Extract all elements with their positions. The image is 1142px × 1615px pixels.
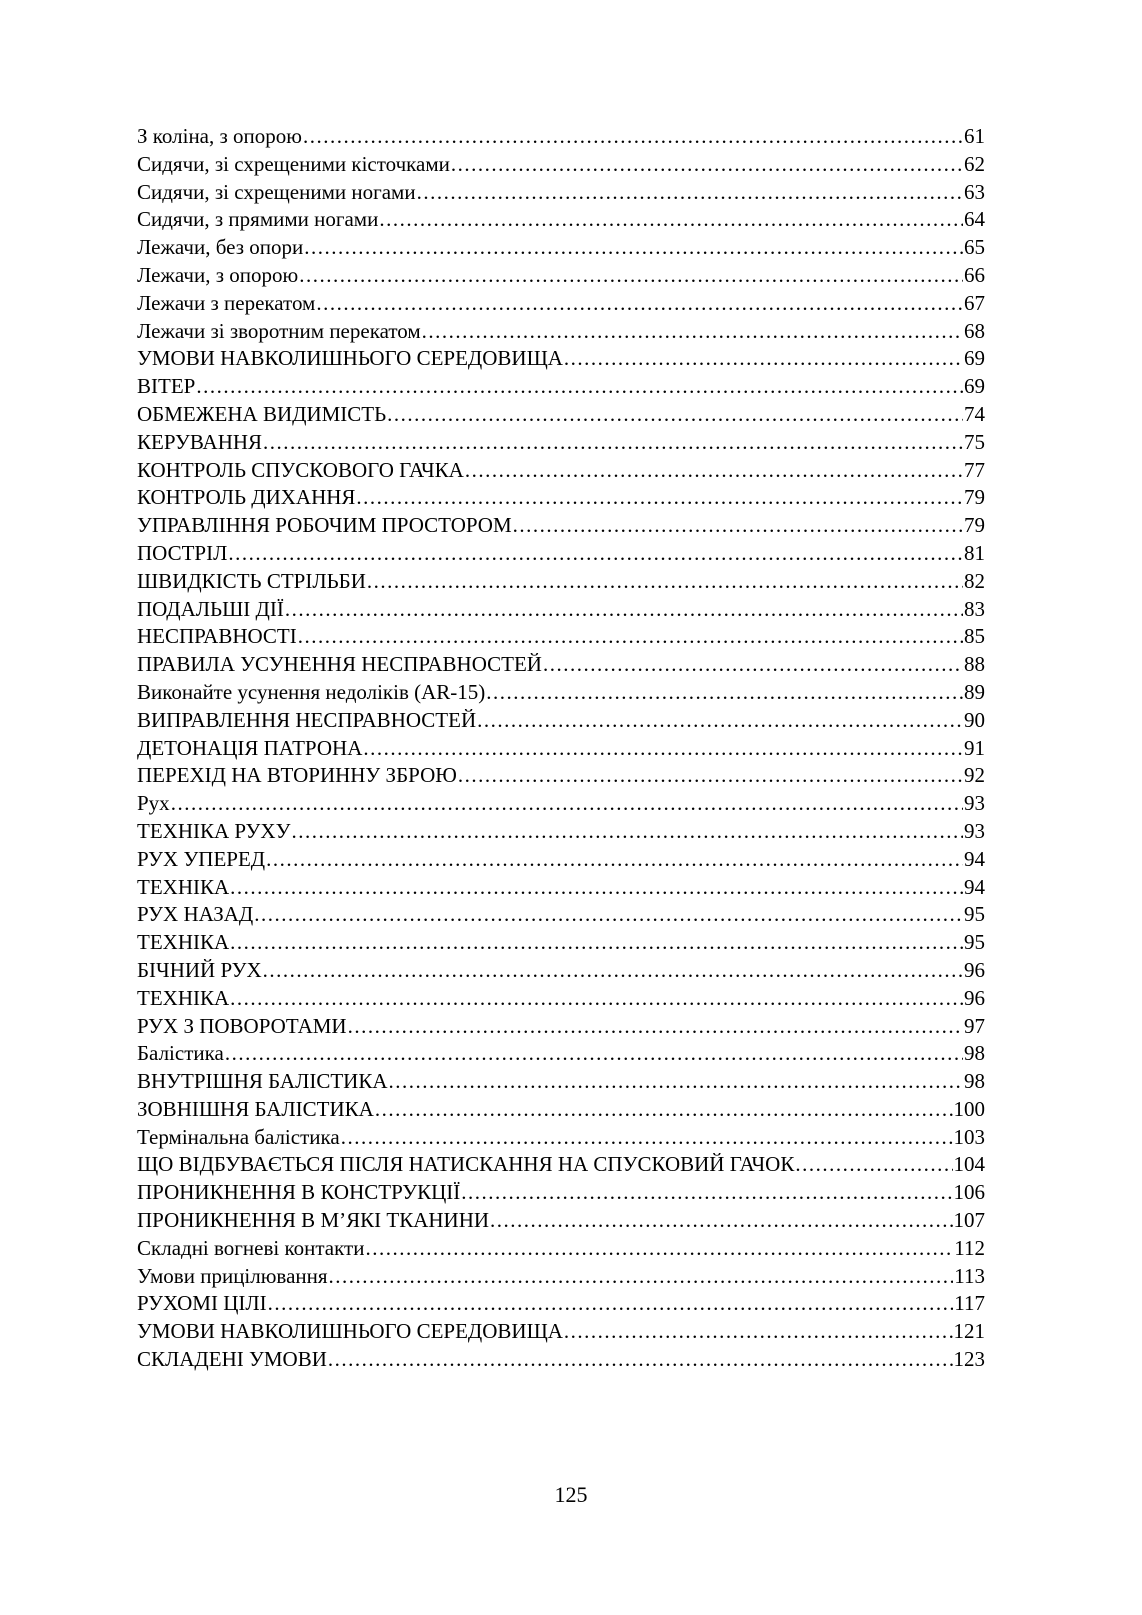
toc-entry-title: Сидячи, зі схрещеними ногами bbox=[137, 179, 416, 204]
toc-entry bbox=[137, 1208, 985, 1236]
toc-entry-title: Виконайте усунення недоліків (AR-15) bbox=[137, 679, 486, 704]
toc-entry-title: Лежачи зі зворотним перекатом bbox=[137, 318, 421, 343]
toc-entry-title: ПЕРЕХІД НА ВТОРИННУ ЗБРОЮ bbox=[137, 763, 457, 788]
dot-leader bbox=[291, 819, 963, 844]
dot-leader bbox=[543, 652, 963, 677]
dot-leader bbox=[795, 1152, 952, 1177]
dot-leader bbox=[303, 124, 963, 149]
toc-entry-title: СКЛАДЕНІ УМОВИ bbox=[137, 1347, 327, 1372]
toc-entry-title: Складні вогневі контакти bbox=[137, 1235, 365, 1260]
toc-entry-title: Рух bbox=[137, 791, 170, 816]
dot-leader bbox=[348, 1014, 963, 1039]
toc-entry-title: Сидячи, зі схрещеними кісточками bbox=[137, 151, 450, 176]
toc-entry bbox=[137, 958, 985, 986]
dot-leader bbox=[263, 958, 963, 983]
dot-leader bbox=[477, 708, 963, 733]
toc-entry-page-number: 113 bbox=[954, 1263, 985, 1288]
toc-entry-page-number: 93 bbox=[964, 791, 985, 816]
dot-leader bbox=[365, 1236, 953, 1261]
toc-entry-title: ТЕХНІКА bbox=[137, 874, 230, 899]
toc-entry-title: З коліна, з опорою bbox=[137, 124, 302, 148]
toc-entry-title: ВИПРАВЛЕННЯ НЕСПРАВНОСТЕЙ bbox=[137, 707, 477, 732]
toc-entry-page-number: 117 bbox=[954, 1291, 985, 1316]
toc-entry-title: КЕРУВАННЯ bbox=[137, 429, 263, 454]
toc-entry-title: КОНТРОЛЬ ДИХАННЯ bbox=[137, 485, 356, 510]
toc-entry bbox=[137, 207, 985, 235]
toc-entry-page-number: 62 bbox=[964, 151, 985, 176]
dot-leader bbox=[387, 402, 963, 427]
toc-entry bbox=[137, 124, 985, 152]
toc-entry-page-number: 77 bbox=[964, 457, 985, 482]
toc-entry-page-number: 88 bbox=[964, 652, 985, 677]
dot-leader bbox=[417, 180, 963, 205]
toc-entry bbox=[137, 1097, 985, 1125]
toc-entry-page-number: 98 bbox=[964, 1041, 985, 1066]
toc-entry-title: РУХ З ПОВОРОТАМИ bbox=[137, 1013, 347, 1038]
toc-entry bbox=[137, 1264, 985, 1292]
toc-entry-title: ПРОНИКНЕННЯ В КОНСТРУКЦІЇ bbox=[137, 1180, 461, 1205]
toc-entry-title: ЗОВНІШНЯ БАЛІСТИКА bbox=[137, 1096, 374, 1121]
dot-leader bbox=[356, 485, 963, 510]
toc-entry bbox=[137, 902, 985, 930]
toc-entry-title: НЕСПРАВНОСТІ bbox=[137, 624, 297, 649]
dot-leader bbox=[285, 597, 963, 622]
toc-entry-page-number: 75 bbox=[964, 429, 985, 454]
dot-leader bbox=[268, 1291, 954, 1316]
toc-entry-page-number: 79 bbox=[964, 485, 985, 510]
toc-entry bbox=[137, 930, 985, 958]
toc-entry bbox=[137, 235, 985, 263]
toc-entry bbox=[137, 1347, 985, 1375]
toc-entry-title: РУХ УПЕРЕД bbox=[137, 846, 266, 871]
toc-entry-page-number: 95 bbox=[964, 902, 985, 927]
toc-entry-title: Термінальна балістика bbox=[137, 1124, 340, 1149]
toc-entry-page-number: 81 bbox=[964, 540, 985, 565]
toc-entry-page-number: 107 bbox=[953, 1208, 985, 1233]
toc-entry-page-number: 96 bbox=[964, 985, 985, 1010]
toc-entry bbox=[137, 1319, 985, 1347]
toc-entry-title: Лежачи, без опори bbox=[137, 235, 304, 260]
table-of-contents bbox=[137, 124, 985, 1375]
toc-entry bbox=[137, 319, 985, 347]
dot-leader bbox=[564, 1319, 953, 1344]
toc-entry-page-number: 74 bbox=[964, 401, 985, 426]
toc-entry bbox=[137, 513, 985, 541]
toc-entry-title: ШВИДКІСТЬ СТРІЛЬБИ bbox=[137, 568, 366, 593]
dot-leader bbox=[363, 736, 963, 761]
dot-leader bbox=[486, 680, 963, 705]
toc-entry-page-number: 66 bbox=[964, 262, 985, 287]
toc-entry-title: ТЕХНІКА РУХУ bbox=[137, 818, 291, 843]
toc-entry bbox=[137, 986, 985, 1014]
dot-leader bbox=[304, 235, 963, 260]
dot-leader bbox=[379, 207, 963, 232]
toc-entry bbox=[137, 180, 985, 208]
toc-entry-title: КОНТРОЛЬ СПУСКОВОГО ГАЧКА bbox=[137, 457, 464, 482]
dot-leader bbox=[316, 291, 963, 316]
toc-entry-title: УПРАВЛІННЯ РОБОЧИМ ПРОСТОРОМ bbox=[137, 513, 512, 538]
toc-entry-title: РУХ НАЗАД bbox=[137, 902, 254, 927]
toc-entry-page-number: 61 bbox=[964, 124, 985, 148]
toc-entry bbox=[137, 374, 985, 402]
toc-entry bbox=[137, 346, 985, 374]
toc-entry bbox=[137, 541, 985, 569]
toc-entry-page-number: 94 bbox=[964, 846, 985, 871]
toc-entry-title: Умови прицілювання bbox=[137, 1263, 328, 1288]
toc-entry bbox=[137, 402, 985, 430]
toc-entry bbox=[137, 1291, 985, 1319]
toc-entry bbox=[137, 485, 985, 513]
toc-entry bbox=[137, 736, 985, 764]
toc-entry-page-number: 68 bbox=[964, 318, 985, 343]
toc-entry bbox=[137, 652, 985, 680]
toc-entry bbox=[137, 152, 985, 180]
toc-entry bbox=[137, 763, 985, 791]
dot-leader bbox=[422, 319, 963, 344]
toc-entry-title: ОБМЕЖЕНА ВИДИМІСТЬ bbox=[137, 401, 387, 426]
toc-entry-title: РУХОМІ ЦІЛІ bbox=[137, 1291, 267, 1316]
toc-entry bbox=[137, 1152, 985, 1180]
dot-leader bbox=[451, 152, 963, 177]
toc-entry-title: Балістика bbox=[137, 1041, 224, 1066]
dot-leader bbox=[564, 346, 963, 371]
toc-entry bbox=[137, 624, 985, 652]
dot-leader bbox=[196, 374, 963, 399]
dot-leader bbox=[171, 791, 963, 816]
toc-entry bbox=[137, 1014, 985, 1042]
dot-leader bbox=[263, 430, 963, 455]
dot-leader bbox=[299, 263, 963, 288]
toc-entry bbox=[137, 1041, 985, 1069]
toc-entry-page-number: 91 bbox=[964, 735, 985, 760]
toc-entry-page-number: 112 bbox=[954, 1235, 985, 1260]
toc-entry-page-number: 67 bbox=[964, 290, 985, 315]
toc-entry-page-number: 82 bbox=[964, 568, 985, 593]
toc-entry bbox=[137, 819, 985, 847]
toc-entry bbox=[137, 1180, 985, 1208]
toc-entry-page-number: 93 bbox=[964, 818, 985, 843]
toc-entry-title: ДЕТОНАЦІЯ ПАТРОНА bbox=[137, 735, 363, 760]
toc-entry bbox=[137, 680, 985, 708]
dot-leader bbox=[328, 1347, 953, 1372]
toc-entry-page-number: 90 bbox=[964, 707, 985, 732]
toc-entry-page-number: 96 bbox=[964, 957, 985, 982]
toc-entry bbox=[137, 1069, 985, 1097]
toc-entry-page-number: 89 bbox=[964, 679, 985, 704]
dot-leader bbox=[461, 1180, 952, 1205]
toc-entry-page-number: 94 bbox=[964, 874, 985, 899]
toc-entry-page-number: 100 bbox=[953, 1096, 985, 1121]
toc-entry bbox=[137, 875, 985, 903]
toc-entry-title: ЩО ВІДБУВАЄТЬСЯ ПІСЛЯ НАТИСКАННЯ НА СПУСКОВИЙ ГАЧОК bbox=[137, 1152, 795, 1177]
dot-leader bbox=[329, 1264, 954, 1289]
page-number: 125 bbox=[554, 1482, 588, 1507]
dot-leader bbox=[465, 458, 963, 483]
dot-leader bbox=[230, 875, 963, 900]
dot-leader bbox=[298, 624, 963, 649]
toc-entry bbox=[137, 1125, 985, 1153]
toc-entry-title: ПОСТРІЛ bbox=[137, 540, 228, 565]
toc-entry-page-number: 98 bbox=[964, 1069, 985, 1094]
toc-entry-title: Сидячи, з прямими ногами bbox=[137, 207, 379, 232]
dot-leader bbox=[254, 902, 963, 927]
toc-entry bbox=[137, 263, 985, 291]
toc-entry-page-number: 83 bbox=[964, 596, 985, 621]
toc-entry-page-number: 79 bbox=[964, 513, 985, 538]
dot-leader bbox=[341, 1125, 953, 1150]
toc-entry-title: УМОВИ НАВКОЛИШНЬОГО СЕРЕДОВИЩА bbox=[137, 1319, 563, 1344]
dot-leader bbox=[225, 1041, 963, 1066]
dot-leader bbox=[266, 847, 963, 872]
toc-entry bbox=[137, 291, 985, 319]
toc-entry-page-number: 106 bbox=[953, 1180, 985, 1205]
toc-entry-page-number: 69 bbox=[964, 374, 985, 399]
toc-entry bbox=[137, 708, 985, 736]
toc-entry-title: ТЕХНІКА bbox=[137, 930, 230, 955]
toc-entry-title: Лежачи, з опорою bbox=[137, 262, 299, 287]
toc-entry bbox=[137, 847, 985, 875]
toc-entry-title: ВІТЕР bbox=[137, 374, 196, 399]
toc-entry-page-number: 85 bbox=[964, 624, 985, 649]
toc-entry-page-number: 97 bbox=[964, 1013, 985, 1038]
dot-leader bbox=[230, 930, 963, 955]
toc-entry-title: ВНУТРІШНЯ БАЛІСТИКА bbox=[137, 1069, 388, 1094]
toc-entry-page-number: 104 bbox=[953, 1152, 985, 1177]
toc-entry-title: БІЧНИЙ РУХ bbox=[137, 957, 262, 982]
toc-entry-page-number: 63 bbox=[964, 179, 985, 204]
toc-entry-page-number: 123 bbox=[953, 1347, 985, 1372]
dot-leader bbox=[375, 1097, 953, 1122]
dot-leader bbox=[228, 541, 963, 566]
toc-entry-page-number: 103 bbox=[953, 1124, 985, 1149]
toc-entry-title: ПРАВИЛА УСУНЕННЯ НЕСПРАВНОСТЕЙ bbox=[137, 652, 542, 677]
toc-entry-page-number: 95 bbox=[964, 930, 985, 955]
toc-entry-title: ПРОНИКНЕННЯ В М’ЯКІ ТКАНИНИ bbox=[137, 1208, 490, 1233]
dot-leader bbox=[230, 986, 963, 1011]
toc-entry bbox=[137, 430, 985, 458]
toc-entry bbox=[137, 458, 985, 486]
dot-leader bbox=[458, 763, 963, 788]
dot-leader bbox=[389, 1069, 963, 1094]
toc-entry-title: УМОВИ НАВКОЛИШНЬОГО СЕРЕДОВИЩА bbox=[137, 346, 563, 371]
toc-entry bbox=[137, 791, 985, 819]
toc-entry-title: ТЕХНІКА bbox=[137, 985, 230, 1010]
toc-entry-page-number: 121 bbox=[953, 1319, 985, 1344]
toc-entry-page-number: 64 bbox=[964, 207, 985, 232]
toc-entry-page-number: 69 bbox=[964, 346, 985, 371]
toc-entry-page-number: 65 bbox=[964, 235, 985, 260]
toc-entry-title: ПОДАЛЬШІ ДІЇ bbox=[137, 596, 284, 621]
toc-entry bbox=[137, 597, 985, 625]
toc-entry bbox=[137, 569, 985, 597]
toc-entry-title: Лежачи з перекатом bbox=[137, 290, 316, 315]
dot-leader bbox=[513, 513, 963, 538]
toc-entry bbox=[137, 1236, 985, 1264]
dot-leader bbox=[490, 1208, 952, 1233]
dot-leader bbox=[367, 569, 963, 594]
toc-entry-page-number: 92 bbox=[964, 763, 985, 788]
